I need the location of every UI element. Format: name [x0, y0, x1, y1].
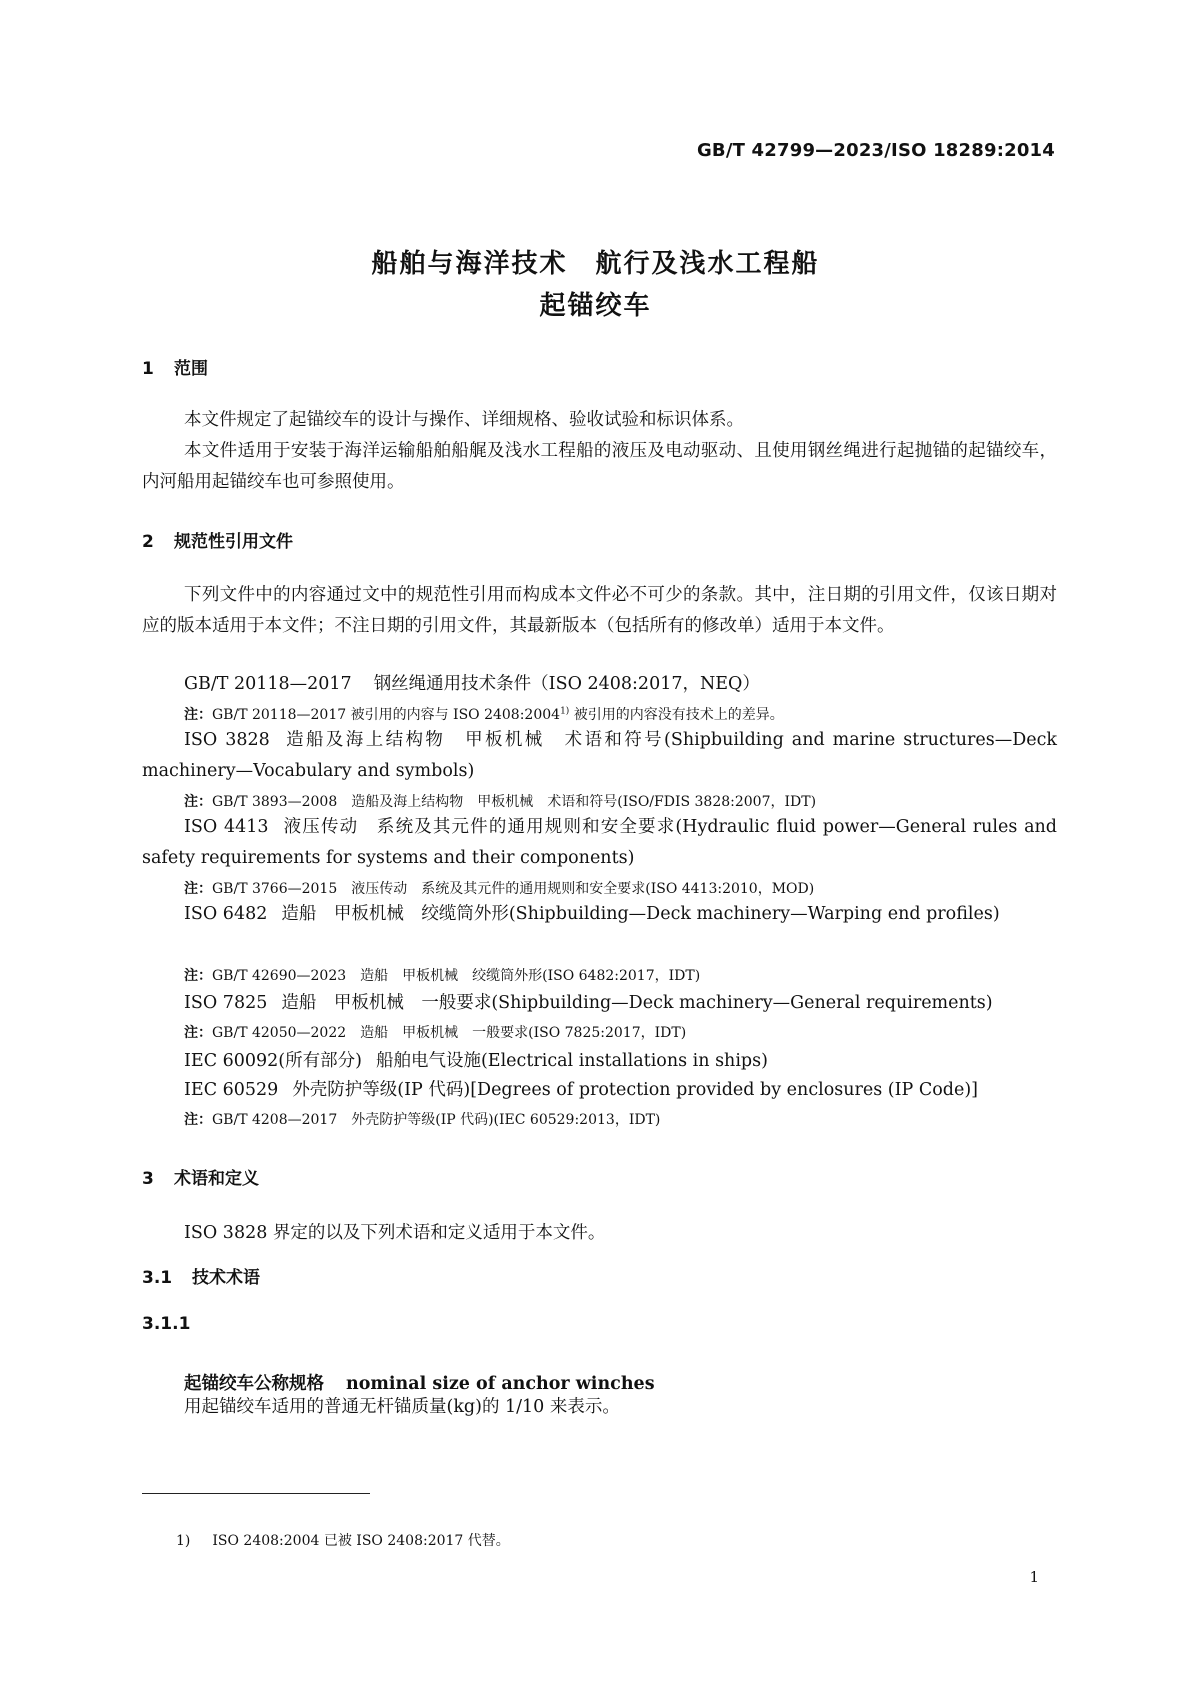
- section-1-heading: [142, 354, 208, 379]
- reference-code: GB/T 20118—2017: [184, 674, 352, 694]
- reference-title: 船舶电气设施(Electrical installations in ships): [375, 1051, 768, 1071]
- reference-code: ISO 6482: [184, 904, 268, 924]
- term-chinese: 起锚绞车公称规格: [184, 1374, 324, 1394]
- reference-item: [184, 1076, 978, 1101]
- reference-item: [142, 812, 1057, 874]
- section-3-heading: [142, 1164, 259, 1189]
- section-number: 3: [142, 1169, 154, 1189]
- reference-title: 钢丝绳通用技术条件（ISO 2408:2017，NEQ）: [373, 674, 760, 694]
- section-title: 规范性引用文件: [174, 532, 293, 552]
- section-3-1-1-number: 3.1.1: [142, 1314, 191, 1334]
- standard-code-header: GB/T 42799—2023/ISO 18289:2014: [696, 140, 1055, 161]
- note-label: 注：: [184, 968, 212, 984]
- doc-title-line2: 起锚绞车: [539, 291, 652, 321]
- term-definition: 用起锚绞车适用的普通无杆锚质量(kg)的 1/10 来表示。: [184, 1397, 620, 1417]
- reference-title: 液压传动 系统及其元件的通用规则和安全要求(Hydraulic fluid power—General rules and safety requirements for systems and their components): [142, 817, 1057, 868]
- reference-item: [184, 989, 993, 1014]
- reference-note: 注：GB/T 4208—2017 外壳防护等级(IP 代码)(IEC 60529:2013，IDT): [184, 1112, 661, 1128]
- section-number: 2: [142, 532, 154, 552]
- reference-note: 注：GB/T 3893—2008 造船及海上结构物 甲板机械 术语和符号(ISO/FDIS 3828:2007，IDT): [184, 794, 817, 810]
- scope-paragraph-1: 本文件规定了起锚绞车的设计与操作、详细规格、验收试验和标识体系。: [184, 410, 744, 430]
- note-label: 注：: [184, 707, 212, 723]
- reference-note: 注：GB/T 20118—2017 被引用的内容与 ISO 2408:2004$^{1)}$ 被引用的内容没有技术上的差异。: [184, 706, 784, 723]
- reference-title: 造船 甲板机械 绞缆筒外形(Shipbuilding—Deck machinery—Warping end profiles): [281, 904, 1000, 924]
- term-english: nominal size of anchor winches: [346, 1374, 655, 1394]
- footnote: [176, 1530, 510, 1550]
- note-label: 注：: [184, 1025, 212, 1041]
- note-label: 注：: [184, 1112, 212, 1128]
- reference-code: IEC 60092(所有部分): [184, 1051, 362, 1071]
- section-number: 3.1: [142, 1268, 173, 1288]
- reference-title: 外壳防护等级(IP 代码)[Degrees of protection provided by enclosures (IP Code)]: [292, 1080, 978, 1100]
- section-title: 术语和定义: [174, 1169, 259, 1189]
- page-number: 1: [1029, 1568, 1039, 1586]
- footnote-text: ISO 2408:2004 已被 ISO 2408:2017 代替。: [212, 1533, 510, 1549]
- reference-item: [184, 1047, 768, 1072]
- section-2-heading: [142, 527, 293, 552]
- section-title: 范围: [174, 359, 208, 379]
- reference-note: 注：GB/T 42690—2023 造船 甲板机械 绞缆筒外形(ISO 6482:2017，IDT): [184, 968, 701, 984]
- note-label: 注：: [184, 794, 212, 810]
- section-number: 1: [142, 359, 154, 379]
- reference-note: 注：GB/T 42050—2022 造船 甲板机械 一般要求(ISO 7825:2017，IDT): [184, 1025, 687, 1041]
- note-label: 注：: [184, 881, 212, 897]
- reference-item: [142, 899, 1057, 930]
- scope-paragraph-2: 本文件适用于安装于海洋运输船舶船艉及浅水工程船的液压及电动驱动、且使用钢丝绳进行起抛锚的起锚绞车，内河船用起锚绞车也可参照使用。: [142, 441, 1057, 492]
- section-3-1-heading: [142, 1263, 260, 1288]
- reference-item: [142, 725, 1057, 787]
- reference-note: 注：GB/T 3766—2015 液压传动 系统及其元件的通用规则和安全要求(ISO 4413:2010，MOD): [184, 881, 815, 897]
- reference-code: IEC 60529: [184, 1080, 279, 1100]
- footnote-mark: 1): [176, 1533, 191, 1549]
- references-intro: 下列文件中的内容通过文中的规范性引用而构成本文件必不可少的条款。其中，注日期的引用文件，仅该日期对应的版本适用于本文件；不注日期的引用文件，其最新版本（包括所有的修改单）适用于本文件。: [142, 585, 1057, 636]
- terms-intro: ISO 3828 界定的以及下列术语和定义适用于本文件。: [184, 1223, 606, 1243]
- reference-code: ISO 4413: [184, 817, 269, 837]
- reference-code: ISO 3828: [184, 730, 270, 750]
- section-title: 技术术语: [192, 1268, 260, 1288]
- footnote-divider: [142, 1493, 370, 1494]
- reference-code: ISO 7825: [184, 993, 268, 1013]
- reference-item: [184, 670, 760, 695]
- footnote-marker: 1): [560, 706, 570, 717]
- term-entry: [184, 1370, 655, 1395]
- reference-title: 造船及海上结构物 甲板机械 术语和符号(Shipbuilding and marine structures—Deck machinery—Vocabulary and symbols): [142, 730, 1057, 781]
- doc-title-line1: 船舶与海洋技术 航行及浅水工程船: [371, 249, 820, 279]
- reference-title: 造船 甲板机械 一般要求(Shipbuilding—Deck machinery—General requirements): [281, 993, 993, 1013]
